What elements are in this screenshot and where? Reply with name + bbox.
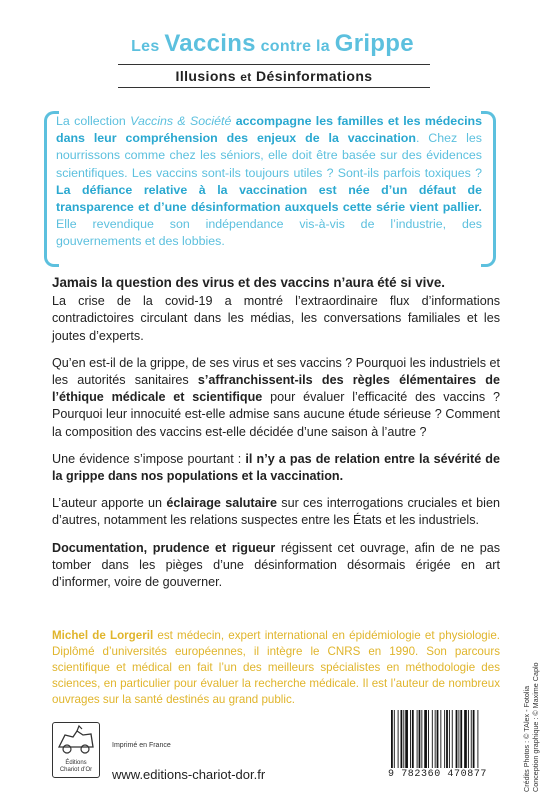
- title-word-les: Les: [131, 38, 160, 55]
- isbn-barcode: [388, 710, 504, 780]
- intro-bold-2: La défiance relative à la vaccination est née d’un défaut de transparence et d’une désinformation auxquels cette série vient pallier.: [56, 182, 482, 215]
- p3-part-a: Une évidence s’impose pourtant :: [52, 451, 246, 466]
- publisher-logo: [52, 722, 100, 778]
- collection-intro-text: [52, 107, 486, 257]
- right-bracket: [481, 111, 496, 267]
- lead-sentence: Jamais la question des virus et des vaccins n’aura été si vive.: [52, 275, 445, 290]
- publisher-logo-text: [53, 760, 99, 774]
- paragraph-1: La crise de la covid-19 a montré l’extraordinaire flux d’informations contradictoires circulant dans les médias, les conversations familiales et les joutes d’experts.: [52, 294, 500, 343]
- logo-text-line-1: Éditions: [65, 760, 87, 766]
- p2-part-c: pour évaluer l’efficacité des vaccins ? Pourquoi leur innocuité est-elle admise sans aucune étude sérieuse ? Comment la composition des vaccins est-elle décidée d’une saison à l’autre ?: [52, 390, 500, 439]
- author-name: Michel de Lorgeril: [52, 629, 154, 642]
- subtitle-word-et: et: [240, 70, 252, 84]
- image-credits: [523, 662, 540, 792]
- author-text: est médecin, expert international en épidémiologie et physiologie. Diplômé d’universités européennes, il intègre le CNRS en 1990. Son parcours scientifique et médical en fait l’un des meilleurs spécialistes en méthodologie des sciences, en particulier pour évaluer la recherche médicale. Il est l’auteur de nombreux ouvrages sur la santé destinés au grand public.: [52, 629, 500, 706]
- collection-name: Vaccins & Société: [130, 114, 232, 128]
- paragraph-3: [52, 451, 500, 485]
- subtitle-rule-bottom: [118, 87, 430, 88]
- chariot-logo-icon: [53, 723, 99, 757]
- intro-bold-1: accompagne les familles et les médecins dans leur compréhension des enjeux de la vaccination: [56, 114, 482, 146]
- collection-intro-box: [52, 107, 486, 265]
- p2-part-a: Qu’en est-il de la grippe, de ses virus et ses vaccins ? Pourquoi les industriels et les autorités sanitaires: [52, 355, 501, 388]
- barcode-number: 9 782360 470877: [388, 769, 488, 780]
- photo-credits: Crédits Photos : © TAlex - Fotolia: [522, 685, 531, 792]
- paragraph-5: [52, 540, 500, 592]
- subtitle-word-desinformations: Désinformations: [256, 68, 373, 84]
- intro-part-1: La collection: [56, 114, 131, 128]
- book-title: [0, 30, 545, 58]
- title-word-vaccins: Vaccins: [164, 30, 256, 57]
- intro-part-2: . Chez les nourrissons comme chez les séniors, elle doit être basée sur des évidences scientifiques. Les vaccins sont-ils toujours utiles ? Sont-ils parfois toxiques ?: [56, 131, 482, 180]
- p3-bold: il n’y a pas de relation entre la sévérité de la grippe dans nos populations et la vaccination.: [52, 451, 500, 484]
- printed-in-france: Imprimé en France: [112, 742, 171, 749]
- back-cover-body: [52, 274, 500, 601]
- p5-bold: Documentation, prudence et rigueur: [52, 540, 276, 555]
- author-bio: [52, 628, 500, 708]
- p4-part-a: L’auteur apporte un: [52, 496, 167, 511]
- barcode-bars: [388, 710, 504, 768]
- title-word-contre-la: contre la: [260, 38, 330, 55]
- p4-bold: éclairage salutaire: [166, 496, 278, 511]
- book-subtitle: [118, 65, 430, 87]
- publisher-website: www.editions-chariot-dor.fr: [112, 767, 266, 782]
- left-bracket: [44, 111, 59, 267]
- paragraph-4: [52, 495, 500, 529]
- p2-bold: s’affranchissent-ils des règles élémentaires de l’éthique médicale et scientifique: [52, 373, 500, 405]
- design-credits: Conception graphique : © Maxime Caplo: [530, 662, 540, 792]
- paragraph-2: [52, 355, 500, 441]
- intro-part-3: Elle revendique son indépendance vis-à-vis de l’industrie, des gouvernements et des lobbies.: [56, 217, 482, 249]
- subtitle-block: [118, 64, 430, 88]
- subtitle-word-illusions: Illusions: [175, 68, 236, 84]
- logo-text-line-2: Chariot d’Or: [59, 767, 93, 773]
- title-word-grippe: Grippe: [334, 30, 414, 57]
- p5-part-b: régissent cet ouvrage, afin de ne pas tomber dans les pièges d’une désinformation désormais érigée en art d’informer, voire de gouverner.: [52, 540, 500, 590]
- p4-part-c: sur ces interrogations cruciales et bien d’autres, notamment les relations suspectes entre les États et les industriels.: [52, 496, 500, 528]
